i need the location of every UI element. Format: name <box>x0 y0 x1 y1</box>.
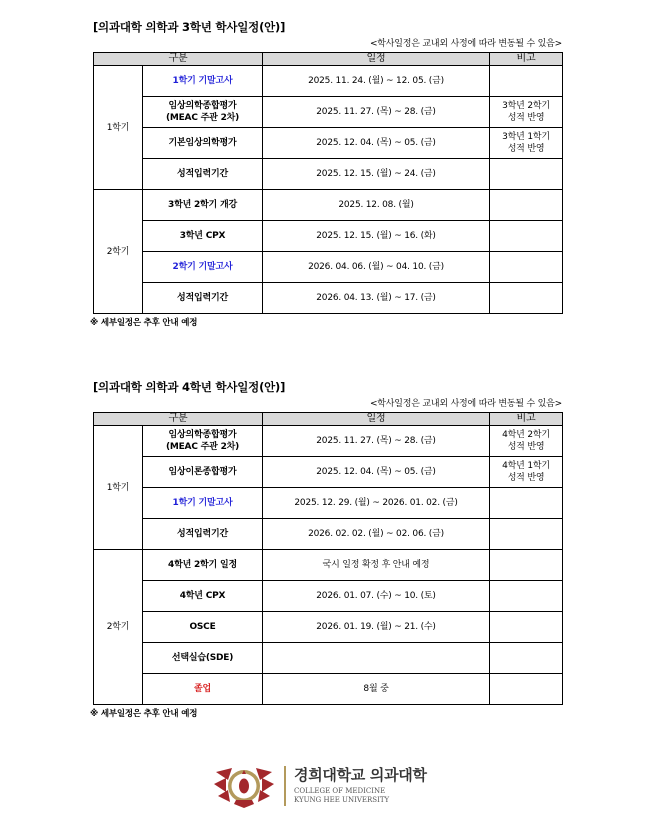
remark-cell <box>490 457 563 488</box>
schedule-cell: 2025. 11. 24. (월) ~ 12. 05. (금) <box>263 66 490 97</box>
header-schedule: 일정 <box>263 413 490 426</box>
schedule-cell: 국시 일정 확정 후 안내 예정 <box>263 550 490 581</box>
remark-cell <box>490 97 563 128</box>
table-row <box>94 252 563 283</box>
header-category: 구분 <box>94 53 263 66</box>
schedule-cell: 2025. 12. 29. (월) ~ 2026. 01. 02. (금) <box>263 488 490 519</box>
remark-cell <box>490 128 563 159</box>
schedule-cell <box>263 643 490 674</box>
table-row <box>94 97 563 128</box>
remark-cell <box>490 221 563 252</box>
remark-cell <box>490 426 563 457</box>
table-row <box>94 457 563 488</box>
item-cell: 성적입력기간 <box>143 159 263 190</box>
table-row <box>94 612 563 643</box>
semester-1-cell: 1학기 <box>94 426 143 550</box>
schedule-cell: 2025. 11. 27. (목) ~ 28. (금) <box>263 426 490 457</box>
logo-name-english-line1: COLLEGE OF MEDICINE <box>294 787 386 795</box>
schedule-cell: 2026. 04. 13. (월) ~ 17. (금) <box>263 283 490 314</box>
remark-line2: 성적 반영 <box>507 473 545 483</box>
table-row <box>94 221 563 252</box>
table-row <box>94 190 563 221</box>
table-row <box>94 581 563 612</box>
remark-line2: 성적 반영 <box>507 442 545 452</box>
remark-line1: 4학년 1학기 <box>502 461 550 471</box>
table-row <box>94 643 563 674</box>
item-cell: 성적입력기간 <box>143 283 263 314</box>
item-cell: 4학년 2학기 일정 <box>143 550 263 581</box>
year4-footnote: ※ 세부일정은 추후 안내 예정 <box>90 709 198 719</box>
table-row <box>94 550 563 581</box>
header-remarks: 비고 <box>490 413 563 426</box>
table-row <box>94 488 563 519</box>
schedule-cell: 2026. 01. 19. (월) ~ 21. (수) <box>263 612 490 643</box>
table-row <box>94 674 563 705</box>
remark-cell <box>490 612 563 643</box>
item-cell: 기본임상의학평가 <box>143 128 263 159</box>
remark-line1: 3학년 2학기 <box>502 101 550 111</box>
college-emblem-icon <box>212 762 276 810</box>
remark-line1: 3학년 1학기 <box>502 132 550 142</box>
remark-cell <box>490 488 563 519</box>
item-line2: (MEAC 주관 2차) <box>165 113 240 123</box>
remark-cell <box>490 550 563 581</box>
year3-schedule-table <box>93 52 563 314</box>
year4-note: <학사일정은 교내외 사정에 따라 변동될 수 있음> <box>369 399 562 409</box>
remark-cell <box>490 643 563 674</box>
logo-name-english-line2: KYUNG HEE UNIVERSITY <box>294 796 390 804</box>
remark-line2: 성적 반영 <box>507 144 545 154</box>
table-row <box>94 426 563 457</box>
year4-schedule-section <box>90 378 562 721</box>
remark-cell <box>490 159 563 190</box>
schedule-cell: 2025. 12. 15. (월) ~ 16. (화) <box>263 221 490 252</box>
remark-cell <box>490 252 563 283</box>
item-cell <box>143 97 263 128</box>
logo-divider <box>284 766 286 806</box>
semester-2-cell: 2학기 <box>94 550 143 705</box>
year3-note: <학사일정은 교내외 사정에 따라 변동될 수 있음> <box>369 39 562 49</box>
item-cell <box>143 426 263 457</box>
schedule-cell: 2025. 12. 15. (월) ~ 24. (금) <box>263 159 490 190</box>
year3-schedule-section <box>90 18 562 330</box>
table-row <box>94 159 563 190</box>
logo-name-korean: 경희대학교 의과대학 <box>294 766 427 784</box>
semester-1-cell: 1학기 <box>94 66 143 190</box>
remark-cell <box>490 283 563 314</box>
item-line1: 임상의학종합평가 <box>168 430 237 440</box>
schedule-cell: 2025. 12. 04. (목) ~ 05. (금) <box>263 128 490 159</box>
table-row <box>94 519 563 550</box>
year3-title: [의과대학 의학과 3학년 학사일정(안)] <box>93 20 286 34</box>
remark-cell <box>490 66 563 97</box>
header-schedule: 일정 <box>263 53 490 66</box>
item-line1: 임상의학종합평가 <box>168 101 237 111</box>
year4-title: [의과대학 의학과 4학년 학사일정(안)] <box>93 380 286 394</box>
item-cell: OSCE <box>143 612 263 643</box>
item-cell: 선택실습(SDE) <box>143 643 263 674</box>
item-cell: 3학년 2학기 개강 <box>143 190 263 221</box>
semester-2-cell: 2학기 <box>94 190 143 314</box>
remark-line1: 4학년 2학기 <box>502 430 550 440</box>
item-cell: 1학기 기말고사 <box>143 66 263 97</box>
year4-schedule-table <box>93 412 563 705</box>
item-cell: 1학기 기말고사 <box>143 488 263 519</box>
table-row <box>94 128 563 159</box>
schedule-cell: 2026. 01. 07. (수) ~ 10. (토) <box>263 581 490 612</box>
table-header-row <box>94 413 563 426</box>
year3-footnote: ※ 세부일정은 추후 안내 예정 <box>90 318 198 328</box>
schedule-cell: 2025. 11. 27. (목) ~ 28. (금) <box>263 97 490 128</box>
schedule-cell: 2026. 02. 02. (월) ~ 02. 06. (금) <box>263 519 490 550</box>
schedule-cell: 2025. 12. 04. (목) ~ 05. (금) <box>263 457 490 488</box>
schedule-cell: 2025. 12. 08. (월) <box>263 190 490 221</box>
remark-cell <box>490 674 563 705</box>
table-row <box>94 66 563 97</box>
item-cell: 2학기 기말고사 <box>143 252 263 283</box>
item-line2: (MEAC 주관 2차) <box>165 442 240 452</box>
item-cell: 3학년 CPX <box>143 221 263 252</box>
remark-cell <box>490 519 563 550</box>
remark-cell <box>490 581 563 612</box>
remark-line2: 성적 반영 <box>507 113 545 123</box>
item-cell: 4학년 CPX <box>143 581 263 612</box>
header-category: 구분 <box>94 413 263 426</box>
table-header-row <box>94 53 563 66</box>
remark-cell <box>490 190 563 221</box>
header-remarks: 비고 <box>490 53 563 66</box>
item-cell: 성적입력기간 <box>143 519 263 550</box>
table-row <box>94 283 563 314</box>
item-cell: 임상이론종합평가 <box>143 457 263 488</box>
schedule-cell: 8월 중 <box>263 674 490 705</box>
schedule-cell: 2026. 04. 06. (월) ~ 04. 10. (금) <box>263 252 490 283</box>
university-logo <box>212 762 452 810</box>
item-cell: 졸업 <box>143 674 263 705</box>
